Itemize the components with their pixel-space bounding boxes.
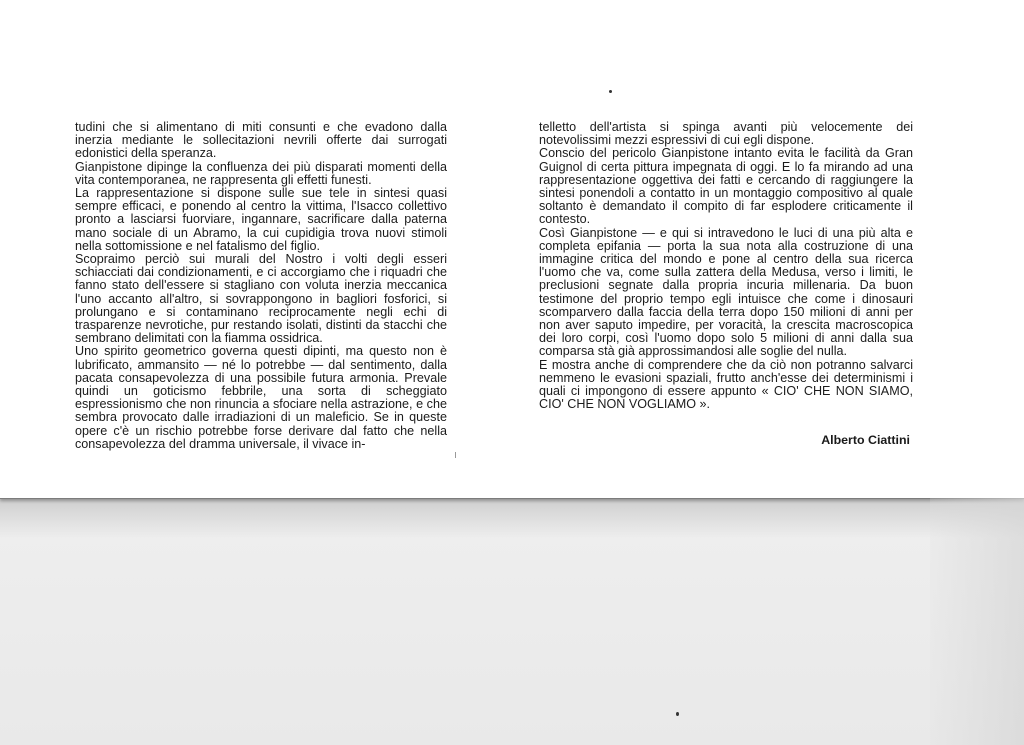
paragraph: E mostra anche di comprendere che da ciò non potranno salvarci nemmeno le evasioni spaziali, frutto anch'esse dei determinismi i quali ci impongono di essere appunto « CIO' CHE NON SIAMO, CIO' CHE NON VOGLIAMO ». <box>539 357 913 412</box>
paragraph: Scopraimo perciò sui murali del Nostro i volti degli esseri schiacciati dai condizionamenti, e ci accorgiamo che i riquadri che fanno stato dell'essere si stagliano con voluta inerzia meccanica l'uno accanto all'altro, si sovrappongono in bagliori fosforici, si prolungano e si contaminano reciprocamente negli echi di trasparenze nevrotiche, pur restando isolati, distinti da stacchi che sembrano delimitati con la fiamma ossidrica. <box>75 252 447 346</box>
print-speck <box>455 452 456 458</box>
paragraph: La rappresentazione si dispone sulle sue tele in sintesi quasi sempre efficaci, e ponendo al centro la vittima, l'Isacco collettivo pronto a lasciarsi fuorviare, ingannare, sacrificare dalla paterna mano sociale di un Abramo, la cui cupidigia trova nuovi stimoli nella sottomissione e nel fatalismo del figlio. <box>75 186 447 253</box>
paragraph: Gianpistone dipinge la confluenza dei più disparati momenti della vita contemporanea, ne rappresenta gli effetti funesti. <box>75 159 447 187</box>
page-shadow <box>0 498 1024 538</box>
paragraph: Uno spirito geometrico governa questi dipinti, ma questo non è lubrificato, ammansito — né lo potrebbe — dal sentimento, dalla pacata consapevolezza di una possibile futura armonia. Prevale quindi un goticismo febbrile, una sorta di scheggiato espressionismo che non rinuncia a sfociare nella astrazione, e che sembra provocato dalle irradiazioni di un maleficio. Se in queste opere c'è un rischio potrebbe forse derivare dal fatto che nella consapevolezza del dramma universale, il vivace in- <box>75 344 447 451</box>
paragraph: Conscio del pericolo Gianpistone intanto evita le facilità da Gran Guignol di certa pittura impegnata di oggi. E lo fa mirando ad una rappresentazione oggettiva dei fatti e cercando di raggiungere la sintesi ponendoli a contatto in un montaggio compositivo al quale soltanto è demandato il compito di far esplodere criticamente il contesto. <box>539 146 913 227</box>
paragraph: tudini che si alimentano di miti consunti e che evadono dalla inerzia mediante le sollecitazioni nevrili offerte dai surrogati edonistici della speranza. <box>75 120 447 161</box>
paragraph: telletto dell'artista si spinga avanti più velocemente dei notevolissimi mezzi espressivi di cui egli dispone. <box>539 120 913 148</box>
author-signature: Alberto Ciattini <box>821 433 910 447</box>
right-text-column <box>539 121 913 411</box>
print-speck <box>609 90 612 93</box>
dust-speck <box>676 712 679 716</box>
paragraph: Così Gianpistone — e qui si intravedono le luci di una più alta e completa epifania — porta la sua nota alla costruzione di una immagine critica del mondo e pone al centro della sua ricerca l'uomo che va, come sulla zattera della Medusa, verso i limiti, le preclusioni segnate dalla propria incuria millenaria. Da buon testimone del proprio tempo egli intuisce che come i dinosauri scomparvero dalla faccia della terra dopo 150 milioni di anni per non aver saputo impedire, per voracità, la crescita macroscopica dei loro corpi, così l'uomo dopo solo 5 milioni di anni dalla sua comparsa stà già approssimandosi alle soglie del nulla. <box>539 225 913 359</box>
scanner-edge <box>930 498 1024 745</box>
left-text-column <box>75 121 447 451</box>
